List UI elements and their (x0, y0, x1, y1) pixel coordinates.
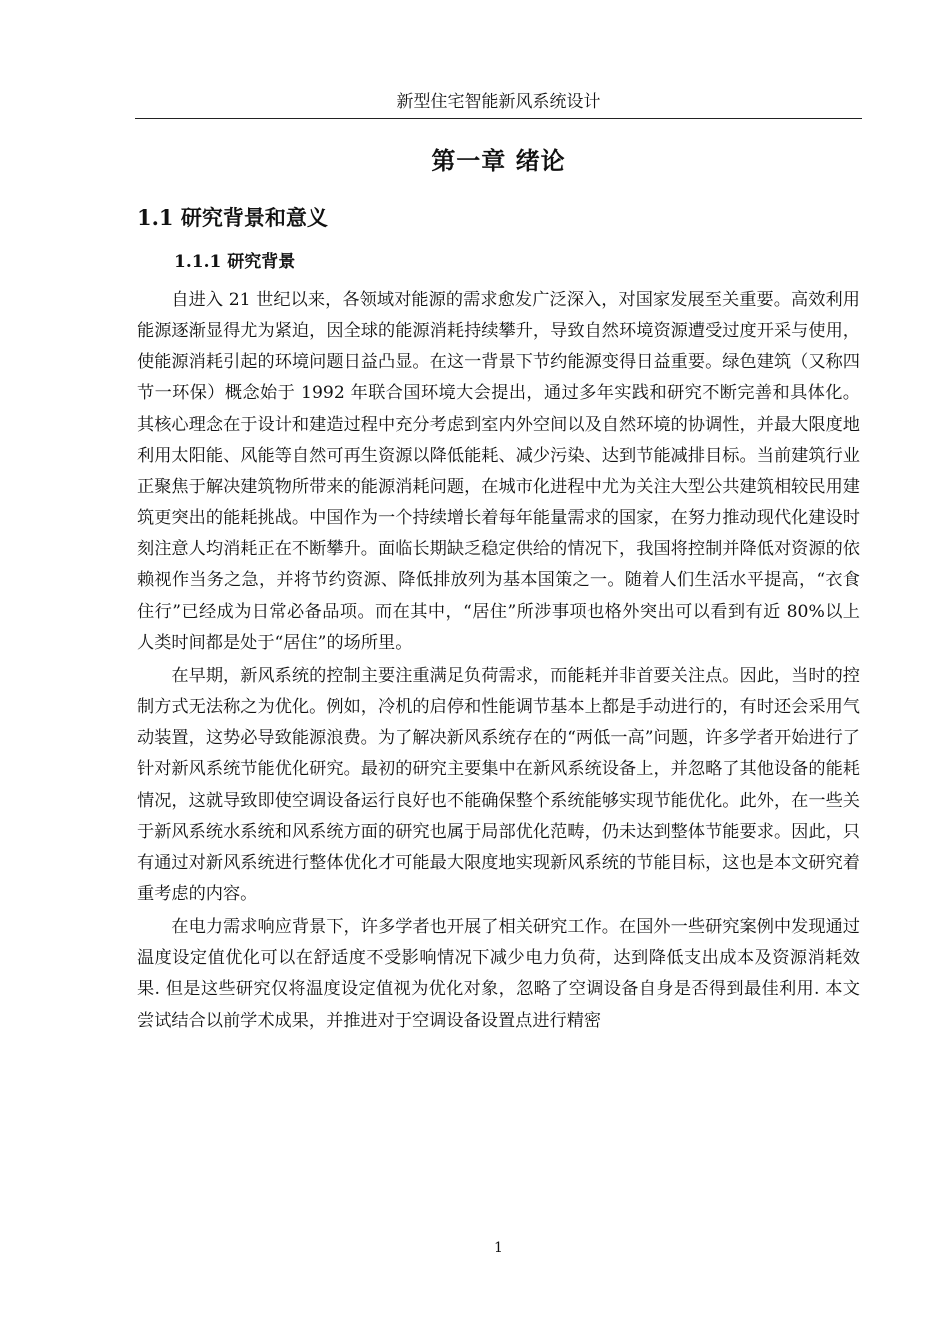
subsection-title: 1.1.1 研究背景 (174, 252, 296, 272)
header-divider (135, 118, 862, 119)
paragraph: 在早期，新风系统的控制主要注重满足负荷需求，而能耗并非首要关注点。因此，当时的控制方式无法称之为优化。例如，冷机的启停和性能调节基本上都是手动进行的，有时还会采用气动装置，这势必导致能源浪费。为了解决新风系统存在的“两低一高”问题，许多学者开始进行了针对新风系统节能优化研究。最初的研究主要集中在新风系统设备上，并忽略了其他设备的能耗情况，这就导致即使空调设备运行良好也不能确保整个系统能够实现节能优化。此外，在一些关于新风系统水系统和风系统方面的研究也属于局部优化范畴，仍未达到整体节能要求。因此，只有通过对新风系统进行整体优化才可能最大限度地实现新风系统的节能目标，这也是本文研究着重考虑的内容。 (137, 665, 860, 904)
paragraph: 自进入 21 世纪以来，各领域对能源的需求愈发广泛深入，对国家发展至关重要。高效利用能源逐渐显得尤为紧迫，因全球的能源消耗持续攀升，导致自然环境资源遭受过度开采与使用，使能源消耗引起的环境问题日益凸显。在这一背景下节约能源变得日益重要。绿色建筑（又称四节一环保）概念始于 1992 年联合国环境大会提出，通过多年实践和研究不断完善和具体化。其核心理念在于设计和建造过程中充分考虑到室内外空间以及自然环境的协调性，并最大限度地利用太阳能、风能等自然可再生资源以降低能耗、减少污染、达到节能减排目标。当前建筑行业正聚焦于解决建筑物所带来的能源消耗问题，在城市化进程中尤为关注大型公共建筑相较民用建筑更突出的能耗挑战。中国作为一个持续增长着每年能量需求的国家，在努力推动现代化建设时刻注意人均消耗正在不断攀升。面临长期缺乏稳定供给的情况下，我国将控制并降低对资源的依赖视作当务之急，并将节约资源、降低排放列为基本国策之一。随着人们生活水平提高，“衣食住行”已经成为日常必备品项。而在其中，“居住”所涉事项也格外突出可以看到有近 80%以上人类时间都是处于“居住”的场所里。 (137, 290, 860, 653)
running-header: 新型住宅智能新风系统设计 (396, 92, 601, 112)
paragraph: 在电力需求响应背景下，许多学者也开展了相关研究工作。在国外一些研究案例中发现通过温度设定值优化可以在舒适度不受影响情况下减少电力负荷，达到降低支出成本及资源消耗效果. 但是这些研究仅将温度设定值视为优化对象，忽略了空调设备自身是否得到最佳利用. 本文尝试结合以前学术成果，并推进对于空调设备设置点进行精密 (137, 917, 860, 1031)
page-number: 1 (494, 1240, 503, 1256)
chapter-title: 第一章 绪论 (431, 146, 566, 175)
body-text (137, 285, 860, 1039)
section-title: 1.1 研究背景和意义 (137, 205, 328, 230)
